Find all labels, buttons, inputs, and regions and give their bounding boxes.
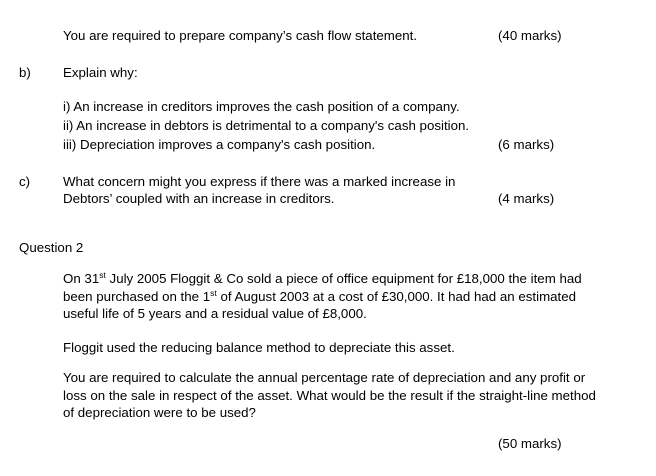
q2-paragraph-2: Floggit used the reducing balance method to depreciate this asset. [63, 340, 455, 355]
part-b-prompt: Explain why: [63, 65, 138, 80]
superscript-st: st [210, 287, 217, 298]
q2-paragraph-3-line-2: loss on the sale in respect of the asset. What would be the result if the straight-line method [63, 387, 596, 403]
part-a-marks: (40 marks) [498, 28, 562, 43]
part-b-marks: (6 marks) [498, 137, 555, 152]
part-c-marks: (4 marks) [498, 191, 555, 206]
question-2-heading: Question 2 [19, 240, 84, 255]
q2-paragraph-3-line-1: You are required to calculate the annual percentage rate of depreciation and any profit or [63, 370, 586, 385]
part-b-item-3: iii) Depreciation improves a company's cash position. [63, 137, 376, 152]
q2-paragraph-1-line-2: been purchased on the 1st of August 2003 at a cost of £30,000. It had had an estimated [63, 287, 577, 304]
part-a-instruction: You are required to prepare company’s cash flow statement. [63, 28, 418, 43]
part-b-item-2: ii) An increase in debtors is detrimental to a company's cash position. [63, 118, 470, 133]
question-2-marks: (50 marks) [498, 436, 562, 451]
part-b-label: b) [19, 65, 31, 80]
q2-paragraph-3-line-3: of depreciation were to be used? [63, 405, 256, 420]
q2-paragraph-1-line-3: useful life of 5 years and a residual value of £8,000. [63, 306, 367, 321]
q2-paragraph-1-line-1: On 31st July 2005 Floggit & Co sold a piece of office equipment for £18,000 the item had [63, 270, 582, 286]
part-c-label: c) [19, 174, 31, 189]
part-b-item-1: i) An increase in creditors improves the cash position of a company. [63, 99, 460, 114]
part-c-line-2: Debtors’ coupled with an increase in creditors. [63, 191, 335, 206]
part-c-line-1: What concern might you express if there was a marked increase in [63, 174, 456, 189]
superscript-st: st [99, 270, 106, 280]
